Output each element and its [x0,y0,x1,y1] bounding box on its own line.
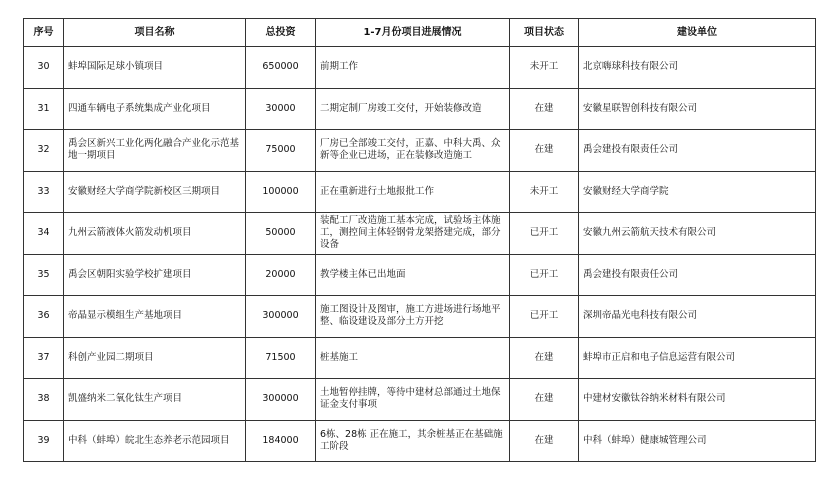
table-row [24,213,816,255]
header-construction-unit: 建设单位 [579,19,816,47]
cell-progress: 正在重新进行土地报批工作 [316,171,510,213]
cell-construction-unit: 安徽星联智创科技有限公司 [579,88,816,130]
cell-status: 在建 [510,88,579,130]
cell-investment: 75000 [246,130,316,172]
header-no: 序号 [24,19,64,47]
cell-investment: 300000 [246,296,316,338]
cell-construction-unit: 禹会建投有限责任公司 [579,130,816,172]
cell-status: 已开工 [510,254,579,296]
cell-progress: 教学楼主体已出地面 [316,254,510,296]
cell-status: 在建 [510,130,579,172]
cell-progress: 二期定制厂房竣工交付，开始装修改造 [316,88,510,130]
header-total-investment: 总投资 [246,19,316,47]
cell-progress: 施工图设计及图审，施工方进场进行场地平整、临设建设及部分土方开挖 [316,296,510,338]
cell-progress: 厂房已全部竣工交付，正嘉、中科大禹、众新等企业已进场，正在装修改造施工 [316,130,510,172]
cell-status: 已开工 [510,296,579,338]
cell-project-name: 蚌埠国际足球小镇项目 [64,47,246,89]
table-row [24,47,816,89]
cell-investment: 50000 [246,213,316,255]
cell-construction-unit: 安徽财经大学商学院 [579,171,816,213]
table-row [24,296,816,338]
cell-status: 在建 [510,379,579,421]
cell-status: 未开工 [510,47,579,89]
table-row [24,420,816,462]
table-row [24,379,816,421]
cell-project-name: 安徽财经大学商学院新校区三期项目 [64,171,246,213]
project-table [23,18,816,462]
cell-investment: 30000 [246,88,316,130]
cell-construction-unit: 安徽九州云箭航天技术有限公司 [579,213,816,255]
cell-project-name: 禹会区朝阳实验学校扩建项目 [64,254,246,296]
cell-progress: 装配工厂改造施工基本完成，试验场主体施工，测控间主体轻钢骨龙架搭建完成，部分设备 [316,213,510,255]
table-header-row [24,19,816,47]
cell-status: 在建 [510,337,579,379]
cell-no: 37 [24,337,64,379]
cell-investment: 20000 [246,254,316,296]
cell-investment: 300000 [246,379,316,421]
cell-construction-unit: 蚌埠市正启和电子信息运营有限公司 [579,337,816,379]
cell-no: 30 [24,47,64,89]
header-progress: 1-7月份项目进展情况 [316,19,510,47]
cell-no: 35 [24,254,64,296]
cell-construction-unit: 北京嗨球科技有限公司 [579,47,816,89]
table-row [24,88,816,130]
table-row [24,171,816,213]
cell-construction-unit: 中科（蚌埠）健康城管理公司 [579,420,816,462]
cell-project-name: 禹会区新兴工业化两化融合产业化示范基地一期项目 [64,130,246,172]
cell-no: 34 [24,213,64,255]
cell-investment: 184000 [246,420,316,462]
table-row [24,337,816,379]
cell-project-name: 九州云箭液体火箭发动机项目 [64,213,246,255]
cell-no: 36 [24,296,64,338]
cell-status: 已开工 [510,213,579,255]
project-progress-document [23,18,816,462]
cell-construction-unit: 深圳帝晶光电科技有限公司 [579,296,816,338]
cell-no: 31 [24,88,64,130]
cell-investment: 100000 [246,171,316,213]
cell-progress: 前期工作 [316,47,510,89]
cell-progress: 6栋、28栋 正在施工，其余桩基正在基础施工阶段 [316,420,510,462]
header-status: 项目状态 [510,19,579,47]
cell-construction-unit: 中建材安徽钛谷纳米材料有限公司 [579,379,816,421]
cell-project-name: 凯盛纳米二氧化钛生产项目 [64,379,246,421]
cell-construction-unit: 禹会建投有限责任公司 [579,254,816,296]
header-project-name: 项目名称 [64,19,246,47]
cell-progress: 桩基施工 [316,337,510,379]
cell-project-name: 科创产业园二期项目 [64,337,246,379]
cell-investment: 650000 [246,47,316,89]
table-row [24,130,816,172]
cell-no: 33 [24,171,64,213]
cell-no: 32 [24,130,64,172]
cell-status: 在建 [510,420,579,462]
cell-project-name: 中科（蚌埠）皖北生态养老示范园项目 [64,420,246,462]
table-row [24,254,816,296]
cell-progress: 土地暂停挂牌，等待中建材总部通过土地保证金支付事项 [316,379,510,421]
cell-no: 39 [24,420,64,462]
cell-investment: 71500 [246,337,316,379]
cell-status: 未开工 [510,171,579,213]
cell-project-name: 四通车辆电子系统集成产业化项目 [64,88,246,130]
cell-project-name: 帝晶显示模组生产基地项目 [64,296,246,338]
cell-no: 38 [24,379,64,421]
